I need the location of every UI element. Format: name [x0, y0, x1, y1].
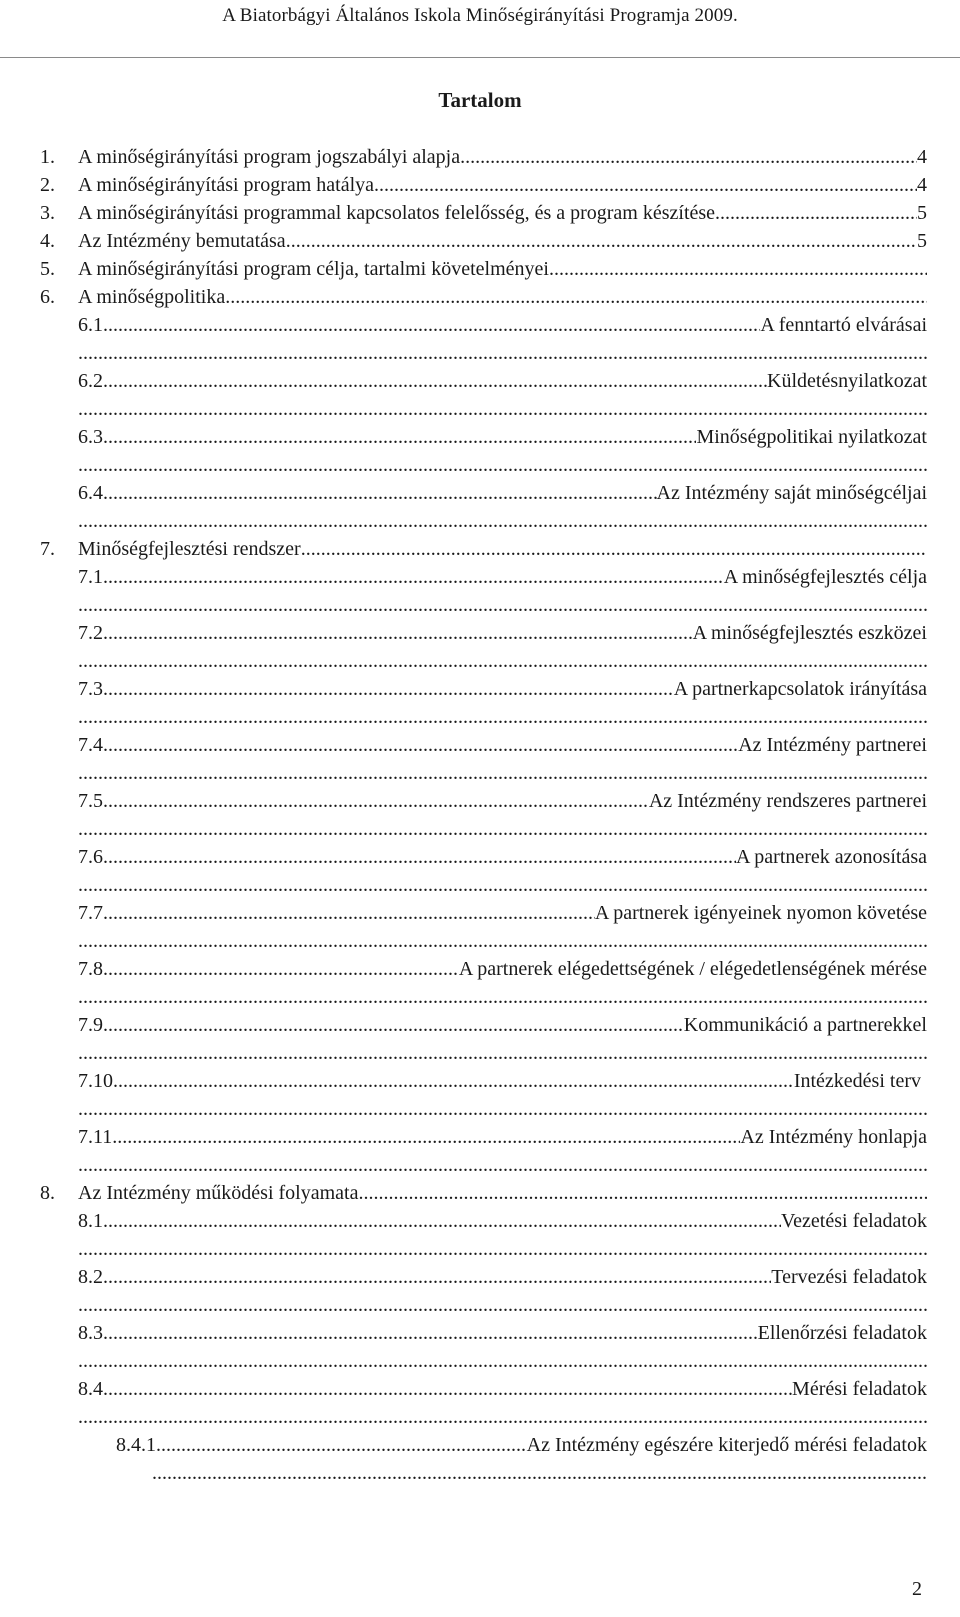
- toc-entry-3[interactable]: [40, 199, 927, 227]
- toc-leader: [108, 563, 724, 591]
- toc-entry-number: 6.3.: [78, 426, 108, 448]
- toc-entry-7-10[interactable]: [40, 1067, 927, 1123]
- toc-leader-continuation: [78, 1291, 927, 1319]
- toc-entry-8-3[interactable]: [40, 1319, 927, 1375]
- toc-entry-title: Mérési feladatok: [792, 1378, 927, 1400]
- toc-entry-7[interactable]: [40, 535, 927, 563]
- toc-leader: [108, 479, 657, 507]
- toc-entry-title: Intézkedési terv: [793, 1070, 921, 1092]
- toc-entry-6[interactable]: [40, 283, 927, 311]
- toc-entry-title: Az Intézmény honlapja: [740, 1126, 927, 1148]
- toc-entry-number: 6.1.: [78, 314, 108, 336]
- toc-entry-title: Az Intézmény bemutatása: [78, 230, 286, 252]
- toc-leader-continuation: [78, 1039, 927, 1067]
- toc-entry-title: A partnerek igényeinek nyomon követése: [594, 902, 927, 924]
- toc-entry-number: 7.11.: [78, 1126, 118, 1148]
- toc-leader: [108, 731, 738, 759]
- toc-entry-number: 8.4.: [78, 1378, 108, 1400]
- toc-entry-number: 7.10.: [78, 1070, 118, 1092]
- toc-page-number: 5: [917, 230, 927, 252]
- toc-entry-8-2[interactable]: [40, 1263, 927, 1319]
- toc-leader: [460, 143, 917, 171]
- toc-entry-title: A partnerkapcsolatok irányítása: [673, 678, 927, 700]
- toc-leader: [108, 423, 696, 451]
- toc-entry-7-3[interactable]: [40, 675, 927, 731]
- toc-entry-number: 8.1.: [78, 1210, 108, 1232]
- toc-entry-number: 1.: [40, 146, 55, 168]
- toc-entry-8-4[interactable]: [40, 1375, 927, 1431]
- toc-entry-6-4[interactable]: [40, 479, 927, 535]
- toc-entry-8-4-1[interactable]: [40, 1431, 927, 1487]
- toc-entry-title: Tervezési feladatok: [771, 1266, 927, 1288]
- toc-leader: [161, 1431, 527, 1459]
- toc-entry-number: 8.4.1.: [116, 1434, 161, 1456]
- toc-entry-title: Az Intézmény saját minőségcéljai: [656, 482, 927, 504]
- toc-entry-2[interactable]: [40, 171, 927, 199]
- toc-leader: [108, 955, 459, 983]
- toc-entry-number: 5.: [40, 258, 55, 280]
- toc-page-number: 4: [917, 146, 927, 168]
- toc-entry-title: Minőségpolitikai nyilatkozat: [696, 426, 927, 448]
- toc-leader-continuation: [78, 395, 927, 423]
- toc-leader: [108, 1375, 792, 1403]
- toc-leader-continuation: [78, 703, 927, 731]
- toc-entry-title: A minőségirányítási program hatálya: [78, 174, 375, 196]
- toc-entry-7-8[interactable]: [40, 955, 927, 1011]
- toc-entry-number: 7.3.: [78, 678, 108, 700]
- toc-entry-6-1[interactable]: [40, 311, 927, 367]
- toc-leader-continuation: [78, 1151, 927, 1179]
- toc-page-number: 5: [917, 202, 927, 224]
- toc-leader: [108, 899, 595, 927]
- toc-entry-8[interactable]: [40, 1179, 927, 1207]
- toc-leader: [549, 255, 927, 283]
- toc-leader: [286, 227, 917, 255]
- toc-leader: [108, 675, 674, 703]
- toc-leader: [117, 1123, 740, 1151]
- toc-leader: [108, 843, 736, 871]
- toc-entry-title: Ellenőrzési feladatok: [757, 1322, 927, 1344]
- running-header: A Biatorbágyi Általános Iskola Minőségirányítási Programja 2009.: [222, 5, 738, 26]
- toc-entry-7-5[interactable]: [40, 787, 927, 843]
- toc-entry-8-1[interactable]: [40, 1207, 927, 1263]
- toc-entry-number: 6.2.: [78, 370, 108, 392]
- toc-leader: [118, 1067, 794, 1095]
- toc-leader: [108, 787, 649, 815]
- toc-entry-number: 7.9.: [78, 1014, 108, 1036]
- toc-entry-7-7[interactable]: [40, 899, 927, 955]
- toc-entry-number: 8.3.: [78, 1322, 108, 1344]
- toc-entry-title: Vezetési feladatok: [780, 1210, 927, 1232]
- toc-entry-number: 2.: [40, 174, 55, 196]
- toc-entry-number: 7.8.: [78, 958, 108, 980]
- toc-entry-number: 7.7.: [78, 902, 108, 924]
- toc-leader-continuation: [78, 1347, 927, 1375]
- page-number: 2: [912, 1578, 922, 1600]
- toc-title: Tartalom: [438, 88, 522, 112]
- toc-page-number: 4: [917, 174, 927, 196]
- toc-entry-6-2[interactable]: [40, 367, 927, 423]
- toc-entry-number: 4.: [40, 230, 55, 252]
- toc-entry-7-2[interactable]: [40, 619, 927, 675]
- toc-leader-continuation: [78, 451, 927, 479]
- toc-entry-5[interactable]: [40, 255, 927, 283]
- toc-entry-title: Az Intézmény működési folyamata: [78, 1182, 359, 1204]
- table-of-contents: [40, 143, 927, 1487]
- toc-leader-continuation: [78, 1095, 927, 1123]
- toc-entry-number: 6.: [40, 286, 55, 308]
- toc-entry-title: Az Intézmény egészére kiterjedő mérési feladatok: [526, 1434, 927, 1456]
- toc-leader-continuation: [78, 339, 927, 367]
- toc-leader: [715, 199, 917, 227]
- toc-entry-title: A partnerek azonosítása: [735, 846, 927, 868]
- toc-entry-title: Az Intézmény rendszeres partnerei: [648, 790, 927, 812]
- toc-leader-continuation: [78, 927, 927, 955]
- toc-leader: [358, 1179, 927, 1207]
- toc-entry-number: 7.1.: [78, 566, 108, 588]
- toc-leader-continuation: [78, 1403, 927, 1431]
- toc-entry-7-4[interactable]: [40, 731, 927, 787]
- toc-entry-title: A minőségpolitika: [78, 286, 226, 308]
- toc-leader: [108, 1207, 781, 1235]
- toc-entry-7-9[interactable]: [40, 1011, 927, 1067]
- toc-leader-continuation: [78, 759, 927, 787]
- header-rule: [0, 57, 960, 58]
- toc-leader: [108, 1011, 684, 1039]
- toc-entry-title: A minőségfejlesztés célja: [723, 566, 927, 588]
- toc-entry-title: Kommunikáció a partnerekkel: [683, 1014, 927, 1036]
- toc-leader: [108, 311, 760, 339]
- toc-entry-number: 7.4.: [78, 734, 108, 756]
- toc-entry-7-11[interactable]: [40, 1123, 927, 1179]
- toc-entry-title: A minőségfejlesztés eszközei: [692, 622, 927, 644]
- toc-leader-continuation: [78, 815, 927, 843]
- toc-entry-number: 7.5.: [78, 790, 108, 812]
- toc-leader: [374, 171, 917, 199]
- toc-leader: [108, 1319, 758, 1347]
- toc-entry-title: Minőségfejlesztési rendszer: [78, 538, 301, 560]
- toc-entry-number: 8.2.: [78, 1266, 108, 1288]
- toc-leader-continuation: [152, 1459, 927, 1487]
- toc-entry-number: 3.: [40, 202, 55, 224]
- toc-entry-number: 8.: [40, 1182, 55, 1204]
- toc-entry-title: A minőségirányítási program jogszabályi alapja: [78, 146, 461, 168]
- toc-entry-title: A fenntartó elvárásai: [760, 314, 927, 336]
- toc-leader: [225, 283, 927, 311]
- toc-entry-4[interactable]: [40, 227, 927, 255]
- toc-entry-title: Az Intézmény partnerei: [738, 734, 927, 756]
- toc-leader-continuation: [78, 647, 927, 675]
- toc-entry-number: 7.2.: [78, 622, 108, 644]
- toc-leader: [108, 367, 767, 395]
- toc-entry-title: A minőségirányítási program célja, tartalmi követelményei: [78, 258, 549, 280]
- toc-entry-number: 7.: [40, 538, 55, 560]
- toc-entry-title: A minőségirányítási programmal kapcsolatos felelősség, és a program készítése: [78, 202, 716, 224]
- toc-entry-7-6[interactable]: [40, 843, 927, 899]
- toc-entry-1[interactable]: [40, 143, 927, 171]
- toc-leader-continuation: [78, 591, 927, 619]
- toc-leader-continuation: [78, 983, 927, 1011]
- toc-entry-6-3[interactable]: [40, 423, 927, 479]
- toc-entry-number: 6.4.: [78, 482, 108, 504]
- toc-leader-continuation: [78, 871, 927, 899]
- toc-entry-title: Küldetésnyilatkozat: [767, 370, 927, 392]
- toc-leader: [301, 535, 927, 563]
- toc-leader-continuation: [78, 1235, 927, 1263]
- toc-leader-continuation: [78, 507, 927, 535]
- toc-leader: [108, 619, 693, 647]
- toc-entry-number: 7.6.: [78, 846, 108, 868]
- toc-entry-title: A partnerek elégedettségének / elégedetlenségének mérése: [458, 958, 927, 980]
- toc-leader: [108, 1263, 771, 1291]
- toc-entry-7-1[interactable]: [40, 563, 927, 619]
